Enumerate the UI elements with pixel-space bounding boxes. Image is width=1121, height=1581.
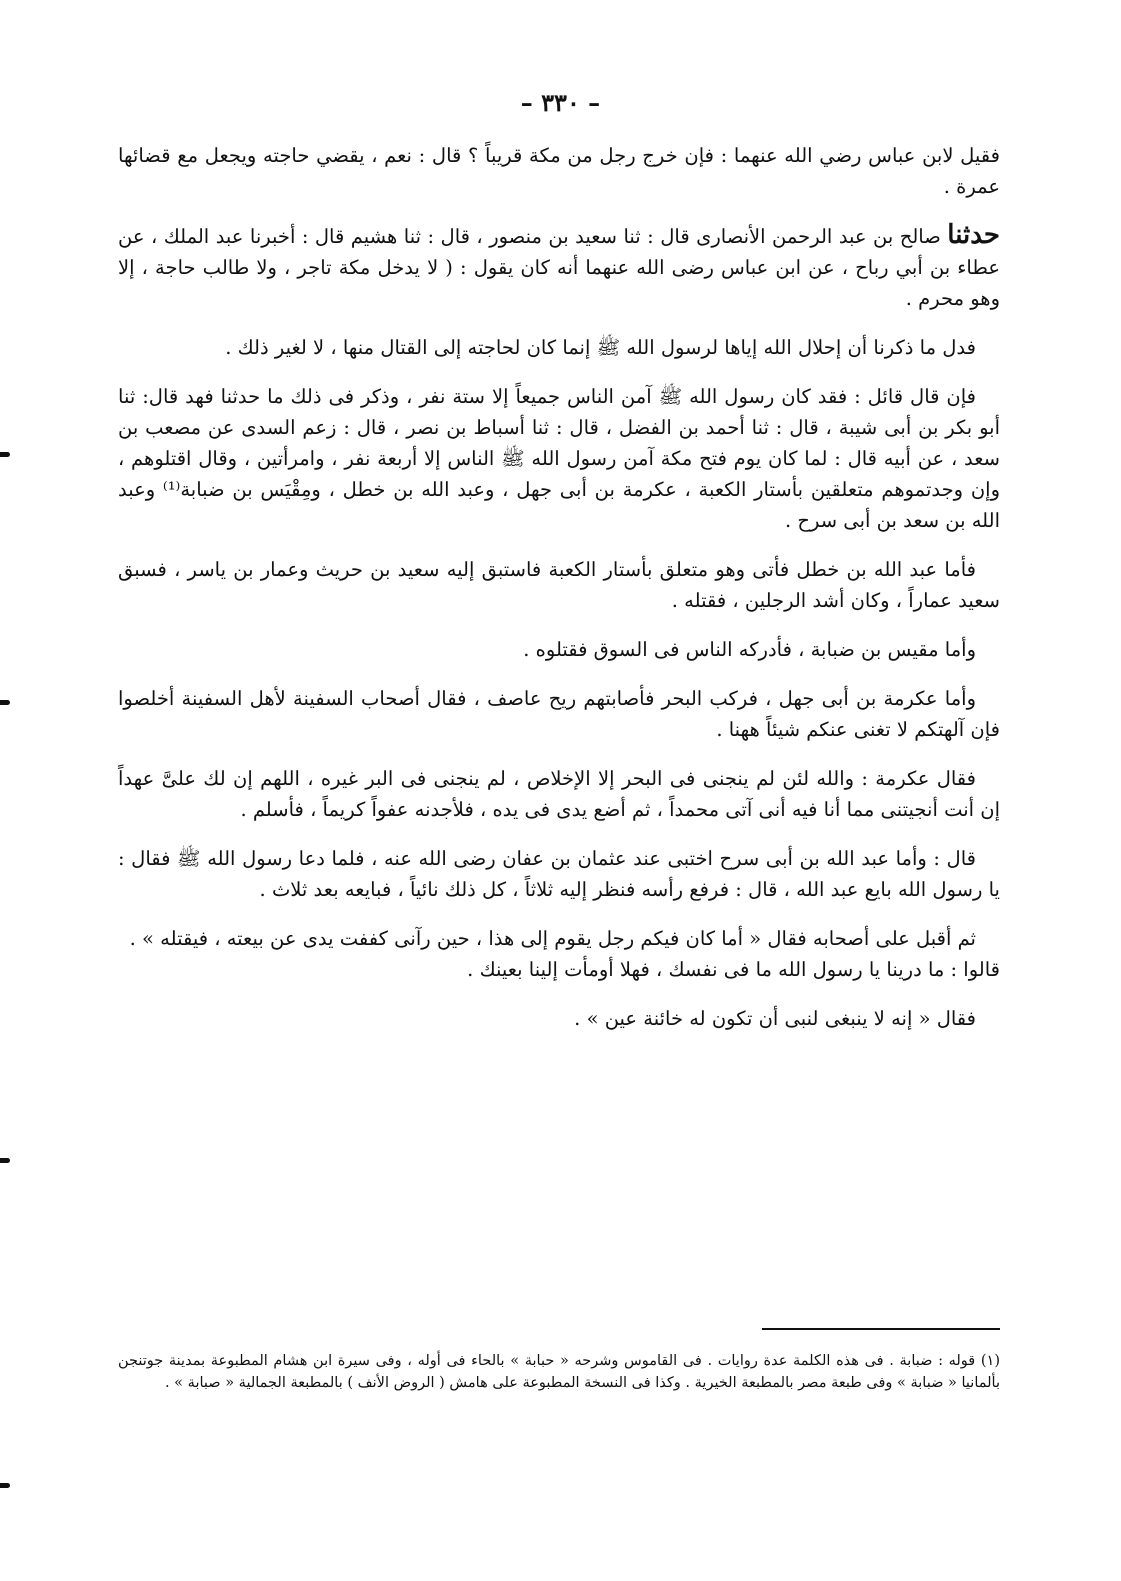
paragraph-text: ثم أقبل على أصحابه فقال « أما كان فيكم رجل يقوم إلى هذا ، حين رآنى كففت يدى عن بيعته ، فيقتله » .: [129, 927, 976, 950]
paragraph: [118, 332, 1000, 363]
paragraph-text: صالح بن عبد الرحمن الأنصارى قال : ثنا سعيد بن منصور ، قال : ثنا هشيم قال : أخبرنا عبد الملك ، عن عطاء بن أبي رباح ، عن ابن عباس رضى الله عنهما أنه كان يقول : ( لا يدخل مكة تاجر ، ولا طالب حاجة ، إلا وهو محرم .: [118, 225, 1000, 310]
page-number: – ٣٣٠ –: [520, 88, 601, 117]
paragraph: [118, 923, 1000, 954]
paragraph-text: فإن قال قائل : فقد كان رسول الله ﷺ آمن الناس جميعاً إلا ستة نفر ، وذكر فى ذلك ما حدثنا فهد قال: ثنا أبو بكر بن أبى شيبة ، قال : ثنا أحمد بن الفضل ، قال : ثنا أسباط بن نصر ، قال : زعم السدى عن مصعب بن سعد ، عن أبيه قال : لما كان يوم فتح مكة آمن رسول الله ﷺ الناس إلا أربعة نفر ، وامرأتين ، وقال اقتلوهم ، وإن وجدتموهم متعلقين بأستار الكعبة ، عكرمة بن أبى جهل ، وعبد الله بن خطل ، ومِقْيَس بن ضبابة⁽¹⁾ وعبد الله بن سعد بن أبى سرح .: [118, 385, 1000, 532]
paragraph-text: فقال عكرمة : والله لئن لم ينجنى فى البحر إلا الإخلاص ، لم ينجنى فى البر غيره ، اللهم إن لك علىَّ عهداً إن أنت أنجيتنى مما أنا فيه أنى آتى محمداً ، ثم أضع يدى فى يده ، فلأجدنه عفواً كريماً ، فأسلم .: [118, 767, 1000, 821]
paragraph: [118, 140, 1000, 202]
paragraph-text: وأما عكرمة بن أبى جهل ، فركب البحر فأصابتهم ريح عاصف ، فقال أصحاب السفينة لأهل السفينة أخلصوا فإن آلهتكم لا تغنى عنكم شيئاً ههنا .: [118, 687, 1000, 741]
paragraph: [118, 634, 1000, 665]
margin-mark: [0, 1158, 10, 1163]
paragraph: [118, 763, 1000, 825]
paragraph-lead: حدثنا: [947, 220, 1000, 250]
paragraph-text: فقال « إنه لا ينبغى لنبى أن تكون له خائنة عين » .: [574, 1007, 976, 1030]
paragraph-text: فأما عبد الله بن خطل فأتى وهو متعلق بأستار الكعبة فاستبق إليه سعيد بن حريث وعمار بن ياسر ، فسبق سعيد عماراً ، وكان أشد الرجلين ، فقتله .: [118, 558, 1000, 612]
footnote-divider: [762, 1328, 1000, 1330]
paragraph: [118, 683, 1000, 745]
paragraph: [118, 954, 1000, 985]
main-text: [118, 140, 1000, 1052]
margin-mark: [0, 700, 10, 705]
paragraph-text: قالوا : ما درينا يا رسول الله ما فى نفسك ، فهلا أومأت إلينا بعينك .: [467, 958, 1000, 981]
paragraph: [118, 381, 1000, 536]
paragraph-text: فدل ما ذكرنا أن إحلال الله إياها لرسول الله ﷺ إنما كان لحاجته إلى القتال منها ، لا لغير ذلك .: [225, 336, 976, 359]
paragraph: [118, 1003, 1000, 1034]
paragraph: [118, 220, 1000, 314]
footnote: (١) قوله : ضبابة . فى هذه الكلمة عدة روايات . فى القاموس وشرحه « حبابة » بالحاء فى أوله ، وفى سيرة ابن هشام المطبوعة بمدينة جوتنجن بألمانيا « ضبابة » وفى طبعة مصر بالمطبعة الخيرية . وكذا فى النسخة المطبوعة على هامش ( الروض الأنف ) بالمطبعة الجمالية « صبابة » .: [118, 1353, 1000, 1391]
paragraph-text: وأما مقيس بن ضبابة ، فأدركه الناس فى السوق فقتلوه .: [523, 638, 976, 661]
margin-mark: [0, 1483, 10, 1488]
paragraph: [118, 843, 1000, 905]
paragraph-text: قال : وأما عبد الله بن أبى سرح اختبى عند عثمان بن عفان رضى الله عنه ، فلما دعا رسول الله ﷺ فقال : يا رسول الله بايع عبد الله ، قال : فرفع رأسه فنظر إليه ثلاثاً ، كل ذلك نائياً ، فبايعه بعد ثلاث .: [118, 847, 1000, 901]
paragraph: [118, 554, 1000, 616]
margin-mark: [0, 452, 10, 457]
paragraph-text: فقيل لابن عباس رضي الله عنهما : فإن خرج رجل من مكة قريباً ؟ قال : نعم ، يقضي حاجته ويجعل مع قضائها عمرة .: [118, 144, 1000, 198]
